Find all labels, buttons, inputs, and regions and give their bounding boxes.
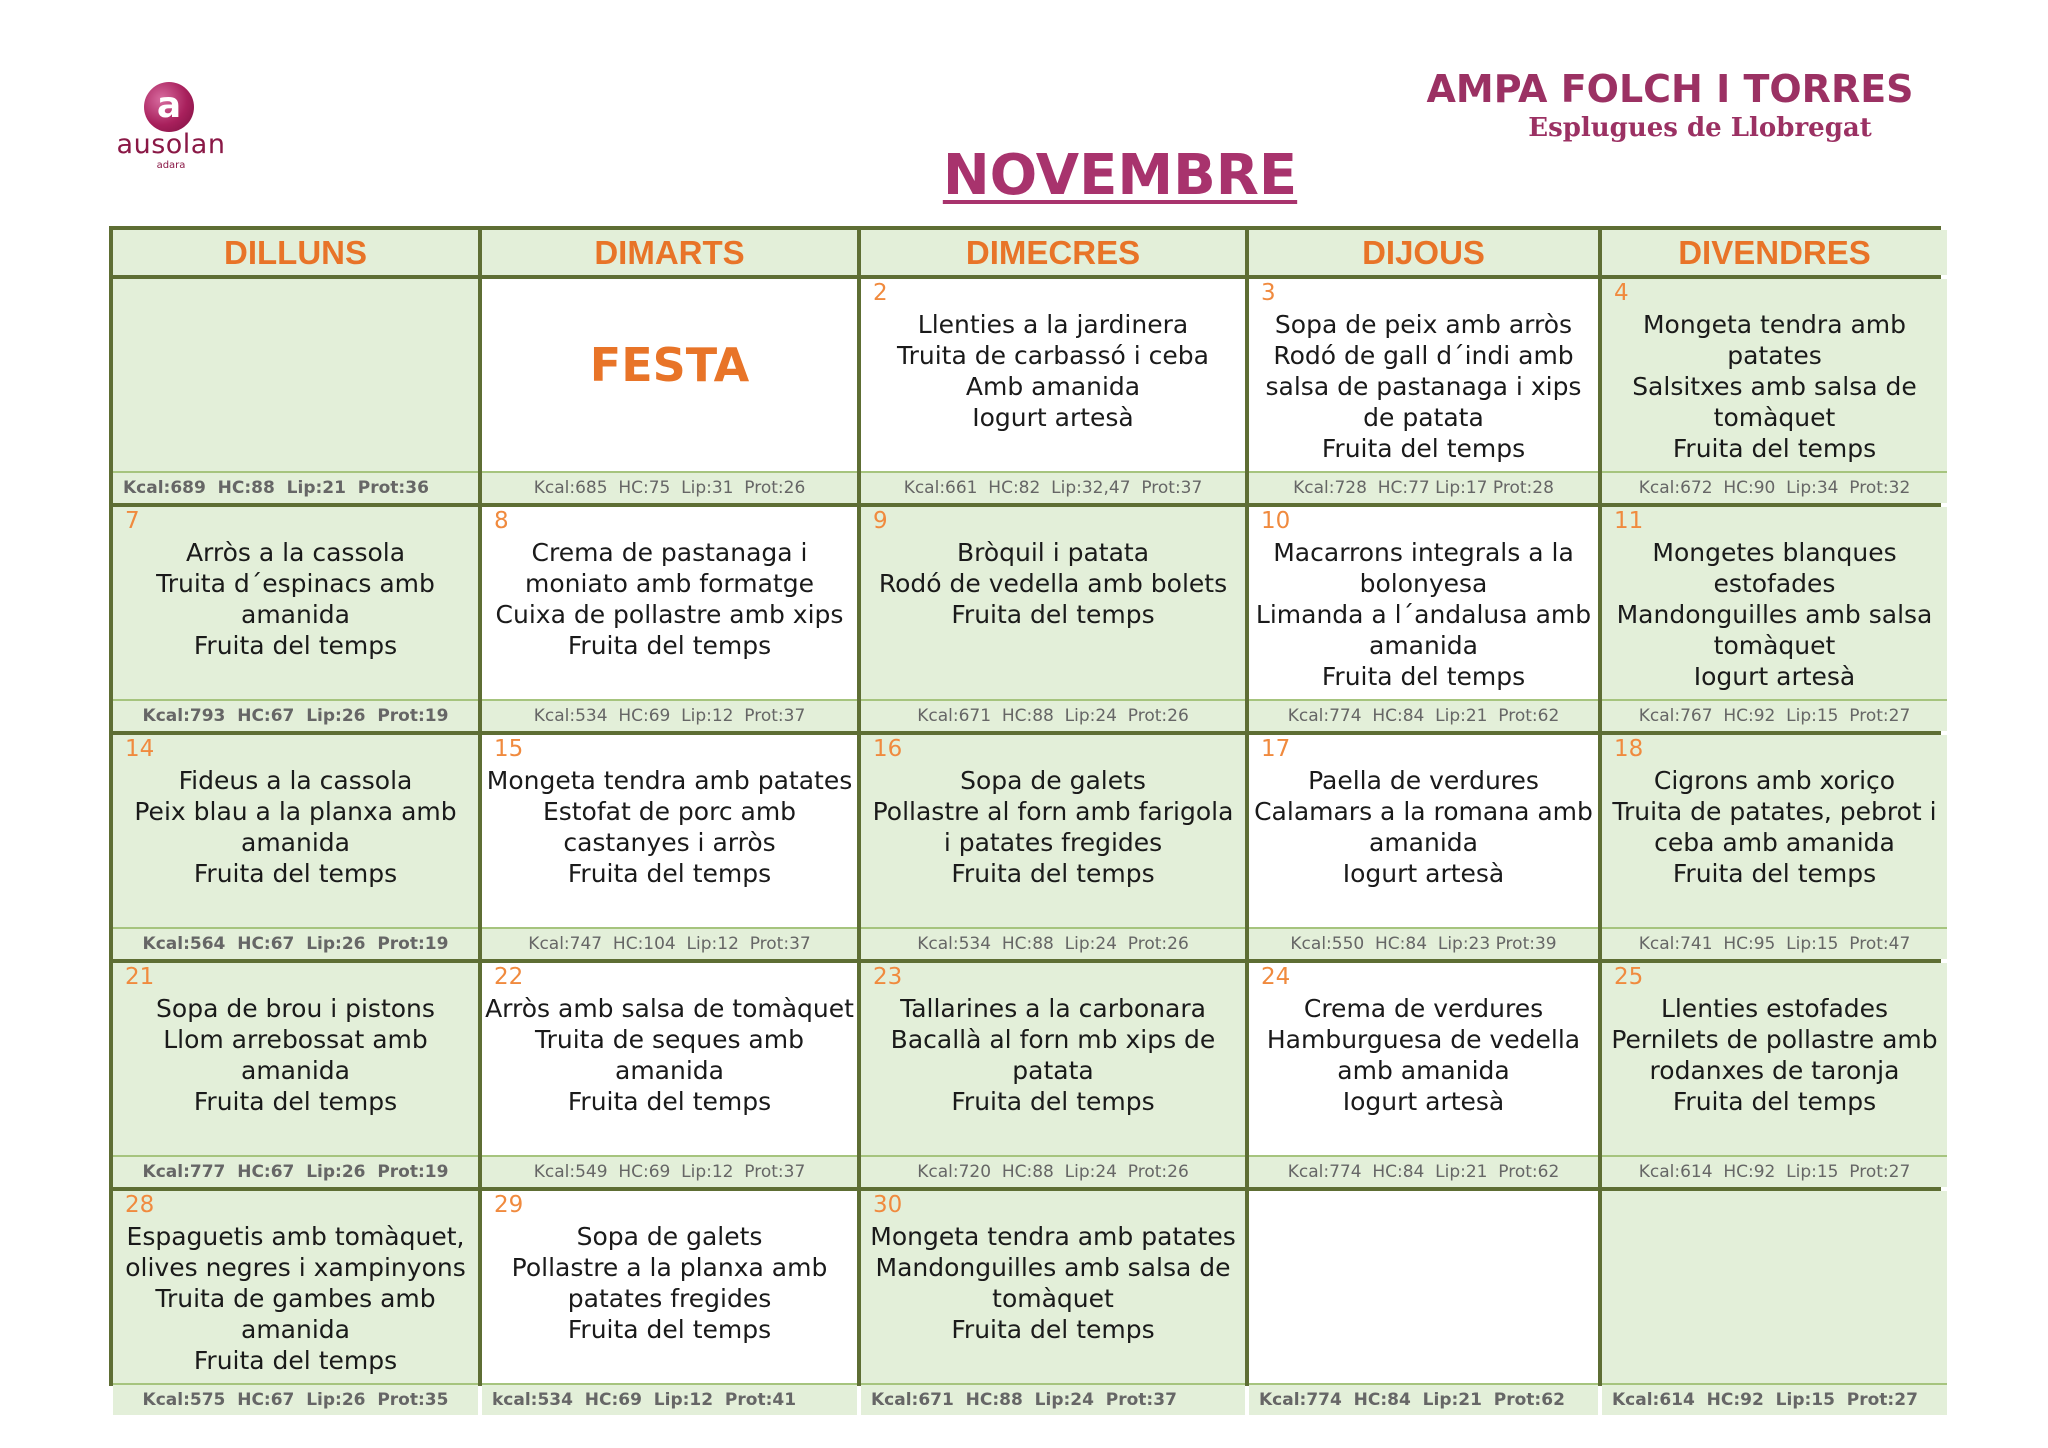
day-number: 24 bbox=[1261, 964, 1291, 990]
menu-item: Fruita del temps bbox=[193, 1346, 398, 1375]
menu-item: patates fregides bbox=[567, 1284, 772, 1313]
menu-item: Truita d´espinacs amb bbox=[156, 569, 435, 598]
day-cell bbox=[1249, 279, 1598, 503]
menu-item: Limanda a l´andalusa amb bbox=[1255, 600, 1592, 629]
menu-calendar-grid bbox=[109, 226, 1941, 1410]
day-cell bbox=[113, 1191, 478, 1415]
menu-list bbox=[1602, 309, 1947, 464]
day-number: 3 bbox=[1261, 280, 1276, 306]
menu-item: Rodó de gall d´indi amb bbox=[1273, 341, 1574, 370]
menu-item: Arròs amb salsa de tomàquet bbox=[485, 994, 854, 1023]
day-cell-body bbox=[861, 507, 1245, 699]
menu-item: bolonyesa bbox=[1359, 569, 1488, 598]
menu-item: Fruita del temps bbox=[1672, 434, 1877, 463]
day-number: 30 bbox=[873, 1192, 903, 1218]
menu-item: Peix blau a la planxa amb bbox=[134, 797, 457, 826]
day-cell-body bbox=[1602, 507, 1947, 699]
menu-item: Iogurt artesà bbox=[1342, 1087, 1505, 1116]
menu-list bbox=[861, 537, 1245, 630]
day-number: 29 bbox=[494, 1192, 524, 1218]
day-cell-body bbox=[1602, 1191, 1947, 1383]
day-number: 15 bbox=[494, 736, 524, 762]
day-cell bbox=[861, 735, 1245, 959]
day-header: DIMECRES bbox=[861, 230, 1245, 275]
day-cell-body bbox=[1249, 963, 1598, 1155]
nutrition-info: Kcal:549 HC:69 Lip:12 Prot:37 bbox=[482, 1155, 857, 1187]
menu-list bbox=[482, 765, 857, 889]
menu-item: Iogurt artesà bbox=[1693, 662, 1856, 691]
day-cell-body bbox=[1602, 735, 1947, 927]
menu-item: Fruita del temps bbox=[951, 1315, 1155, 1344]
menu-item: amanida bbox=[241, 600, 350, 629]
nutrition-info: Kcal:672 HC:90 Lip:34 Prot:32 bbox=[1602, 471, 1947, 503]
menu-item: Pollastre al forn amb farigola bbox=[872, 797, 1234, 826]
nutrition-info: Kcal:671 HC:88 Lip:24 Prot:26 bbox=[861, 699, 1245, 731]
day-cell bbox=[861, 507, 1245, 731]
menu-item: Mongetes blanques bbox=[1652, 538, 1897, 567]
menu-item: Fruita del temps bbox=[951, 600, 1155, 629]
day-cell bbox=[482, 963, 857, 1187]
menu-list bbox=[113, 1221, 478, 1376]
day-number: 23 bbox=[873, 964, 903, 990]
menu-item: olives negres i xampinyons bbox=[125, 1253, 466, 1282]
menu-item: Salsitxes amb salsa de bbox=[1632, 372, 1917, 401]
menu-list bbox=[861, 1221, 1245, 1345]
menu-list bbox=[113, 537, 478, 661]
menu-item: Hamburguesa de vedella bbox=[1266, 1025, 1581, 1054]
day-cell bbox=[1249, 1191, 1598, 1415]
menu-item: amanida bbox=[241, 1056, 350, 1085]
day-cell bbox=[1249, 963, 1598, 1187]
day-cell bbox=[1602, 963, 1947, 1187]
day-cell bbox=[861, 279, 1245, 503]
menu-list bbox=[861, 993, 1245, 1117]
menu-item: Bròquil i patata bbox=[956, 538, 1150, 567]
nutrition-info: Kcal:741 HC:95 Lip:15 Prot:47 bbox=[1602, 927, 1947, 959]
menu-item: Llenties estofades bbox=[1660, 994, 1889, 1023]
menu-list bbox=[1249, 993, 1598, 1117]
menu-item: salsa de pastanaga i xips bbox=[1265, 372, 1582, 401]
menu-item: Mandonguilles amb salsa bbox=[1616, 600, 1933, 629]
menu-item: amanida bbox=[615, 1056, 724, 1085]
menu-item: Calamars a la romana amb bbox=[1254, 797, 1593, 826]
menu-item: Llenties a la jardinera bbox=[917, 310, 1189, 339]
day-header: DIJOUS bbox=[1249, 230, 1598, 275]
menu-item: Mandonguilles amb salsa de bbox=[875, 1253, 1231, 1282]
menu-item: Llom arrebossat amb bbox=[163, 1025, 428, 1054]
day-number: 11 bbox=[1614, 508, 1644, 534]
day-cell-body bbox=[482, 279, 857, 471]
day-number: 10 bbox=[1261, 508, 1291, 534]
menu-list bbox=[482, 993, 857, 1117]
day-number: 2 bbox=[873, 280, 888, 306]
menu-item: Fruita del temps bbox=[567, 1315, 772, 1344]
menu-item: Fruita del temps bbox=[951, 859, 1155, 888]
day-number: 18 bbox=[1614, 736, 1644, 762]
day-header: DIMARTS bbox=[482, 230, 857, 275]
nutrition-info: Kcal:534 HC:88 Lip:24 Prot:26 bbox=[861, 927, 1245, 959]
menu-item: Pernilets de pollastre amb bbox=[1611, 1025, 1938, 1054]
menu-list bbox=[482, 1221, 857, 1345]
menu-item: Fruita del temps bbox=[1672, 1087, 1877, 1116]
menu-item: Fruita del temps bbox=[567, 859, 772, 888]
menu-item: Bacallà al forn mb xips de bbox=[890, 1025, 1216, 1054]
nutrition-info: Kcal:685 HC:75 Lip:31 Prot:26 bbox=[482, 471, 857, 503]
day-cell bbox=[1602, 1191, 1947, 1415]
nutrition-info: Kcal:671 HC:88 Lip:24 Prot:37 bbox=[861, 1383, 1245, 1415]
menu-item: Fruita del temps bbox=[951, 1087, 1155, 1116]
day-cell-body bbox=[113, 963, 478, 1155]
day-cell bbox=[113, 507, 478, 731]
day-cell bbox=[861, 963, 1245, 1187]
menu-item: i patates fregides bbox=[943, 828, 1163, 857]
day-cell-body bbox=[1249, 507, 1598, 699]
day-number: 8 bbox=[494, 508, 509, 534]
menu-item: Fruita del temps bbox=[567, 1087, 772, 1116]
month-title bbox=[880, 143, 1360, 209]
nutrition-info: Kcal:720 HC:88 Lip:24 Prot:26 bbox=[861, 1155, 1245, 1187]
menu-list bbox=[1249, 309, 1598, 464]
menu-list bbox=[861, 309, 1245, 433]
menu-list bbox=[482, 537, 857, 661]
menu-list bbox=[1249, 765, 1598, 889]
menu-list bbox=[113, 765, 478, 889]
menu-item: tomàquet bbox=[992, 1284, 1114, 1313]
day-cell-body bbox=[1249, 1191, 1598, 1383]
menu-item: patates bbox=[1727, 341, 1822, 370]
menu-item: Sopa de peix amb arròs bbox=[1274, 310, 1573, 339]
nutrition-info: Kcal:614 HC:92 Lip:15 Prot:27 bbox=[1602, 1383, 1947, 1415]
day-cell bbox=[1249, 735, 1598, 959]
menu-item: tomàquet bbox=[1713, 631, 1836, 660]
menu-item: amb amanida bbox=[1337, 1056, 1510, 1085]
day-cell bbox=[113, 279, 478, 503]
day-header: DILLUNS bbox=[113, 230, 478, 275]
menu-item: Fruita del temps bbox=[1672, 859, 1877, 888]
menu-item: Cuixa de pollastre amb xips bbox=[495, 600, 844, 629]
org-subtitle: Esplugues de Llobregat bbox=[1528, 113, 1872, 143]
day-cell-body bbox=[1602, 963, 1947, 1155]
menu-item: Macarrons integrals a la bbox=[1273, 538, 1574, 567]
nutrition-info: Kcal:793 HC:67 Lip:26 Prot:19 bbox=[113, 699, 478, 731]
menu-item: Crema de verdures bbox=[1303, 994, 1544, 1023]
nutrition-info: Kcal:661 HC:82 Lip:32,47 Prot:37 bbox=[861, 471, 1245, 503]
menu-item: Paella de verdures bbox=[1308, 766, 1539, 795]
menu-item: amanida bbox=[1369, 828, 1478, 857]
logo-subtitle: adara bbox=[156, 160, 186, 171]
day-cell bbox=[113, 735, 478, 959]
nutrition-info: Kcal:767 HC:92 Lip:15 Prot:27 bbox=[1602, 699, 1947, 731]
logo-letter: a bbox=[156, 85, 182, 126]
menu-item: Iogurt artesà bbox=[972, 403, 1134, 432]
menu-item: Fruita del temps bbox=[193, 631, 398, 660]
nutrition-info: Kcal:774 HC:84 Lip:21 Prot:62 bbox=[1249, 699, 1598, 731]
menu-item: Mongeta tendra amb patates bbox=[870, 1222, 1236, 1251]
day-cell bbox=[482, 1191, 857, 1415]
menu-item: Espaguetis amb tomàquet, bbox=[126, 1222, 465, 1251]
day-cell-body bbox=[1249, 735, 1598, 927]
day-cell-body bbox=[1602, 279, 1947, 471]
day-number: 16 bbox=[873, 736, 903, 762]
nutrition-info: kcal:534 HC:69 Lip:12 Prot:41 bbox=[482, 1383, 857, 1415]
day-cell-body bbox=[113, 735, 478, 927]
day-cell-body bbox=[482, 963, 857, 1155]
day-cell-body bbox=[1249, 279, 1598, 471]
day-cell-body bbox=[482, 507, 857, 699]
day-cell bbox=[1249, 507, 1598, 731]
menu-item: Mongeta tendra amb patates bbox=[486, 766, 853, 795]
menu-item: Fruita del temps bbox=[193, 859, 398, 888]
day-number: 17 bbox=[1261, 736, 1291, 762]
menu-list bbox=[1602, 765, 1947, 889]
menu-list bbox=[113, 993, 478, 1117]
day-cell-body bbox=[861, 279, 1245, 471]
ausolan-logo bbox=[106, 82, 236, 172]
menu-list bbox=[1602, 537, 1947, 692]
day-cell-body bbox=[861, 735, 1245, 927]
menu-item: Fruita del temps bbox=[567, 631, 772, 660]
menu-item: moniato amb formatge bbox=[525, 569, 814, 598]
menu-item: Amb amanida bbox=[965, 372, 1141, 401]
menu-item: Crema de pastanaga i bbox=[531, 538, 808, 567]
menu-item: amanida bbox=[241, 1315, 350, 1344]
menu-item: Iogurt artesà bbox=[1342, 859, 1505, 888]
menu-item: de patata bbox=[1363, 403, 1484, 432]
menu-item: Truita de seques amb bbox=[535, 1025, 804, 1054]
menu-item: Arròs a la cassola bbox=[185, 538, 406, 567]
nutrition-info: Kcal:689 HC:88 Lip:21 Prot:36 bbox=[113, 471, 478, 503]
nutrition-info: Kcal:777 HC:67 Lip:26 Prot:19 bbox=[113, 1155, 478, 1187]
day-cell-body bbox=[113, 1191, 478, 1383]
menu-item: Tallarines a la carbonara bbox=[900, 994, 1206, 1023]
menu-item: ceba amb amanida bbox=[1654, 828, 1895, 857]
menu-item: Rodó de vedella amb bolets bbox=[878, 569, 1228, 598]
day-cell-body bbox=[113, 279, 478, 471]
nutrition-info: Kcal:564 HC:67 Lip:26 Prot:19 bbox=[113, 927, 478, 959]
day-cell-body bbox=[482, 1191, 857, 1383]
day-cell-body bbox=[482, 735, 857, 927]
logo-wordmark: ausolan bbox=[116, 129, 226, 160]
menu-list bbox=[1602, 993, 1947, 1117]
nutrition-info: Kcal:575 HC:67 Lip:26 Prot:35 bbox=[113, 1383, 478, 1415]
day-number: 7 bbox=[125, 508, 140, 534]
menu-item: Sopa de galets bbox=[960, 766, 1146, 795]
day-number: 21 bbox=[125, 964, 155, 990]
menu-item: tomàquet bbox=[1713, 403, 1836, 432]
day-cell bbox=[861, 1191, 1245, 1415]
day-number: 14 bbox=[125, 736, 155, 762]
day-cell bbox=[1602, 507, 1947, 731]
day-number: 22 bbox=[494, 964, 524, 990]
month-title-text: NOVEMBRE bbox=[942, 143, 1298, 208]
day-header: DIVENDRES bbox=[1602, 230, 1947, 275]
day-cell bbox=[482, 279, 857, 503]
nutrition-info: Kcal:774 HC:84 Lip:21 Prot:62 bbox=[1249, 1155, 1598, 1187]
menu-item: patata bbox=[1012, 1056, 1094, 1085]
menu-item: Sopa de brou i pistons bbox=[156, 994, 435, 1023]
holiday-label: FESTA bbox=[589, 338, 750, 392]
day-cell-body bbox=[861, 963, 1245, 1155]
menu-item: Truita de gambes amb bbox=[155, 1284, 436, 1313]
day-cell-body bbox=[113, 507, 478, 699]
day-number: 28 bbox=[125, 1192, 155, 1218]
menu-item: Fruita del temps bbox=[193, 1087, 398, 1116]
menu-item: castanyes i arròs bbox=[563, 828, 776, 857]
menu-item: Fruita del temps bbox=[1321, 662, 1526, 691]
day-number: 9 bbox=[873, 508, 888, 534]
menu-item: Fruita del temps bbox=[1321, 434, 1526, 463]
day-cell bbox=[113, 963, 478, 1187]
nutrition-info: Kcal:747 HC:104 Lip:12 Prot:37 bbox=[482, 927, 857, 959]
menu-item: Cigrons amb xoriço bbox=[1653, 766, 1896, 795]
menu-item: Estofat de porc amb bbox=[542, 797, 797, 826]
menu-item: amanida bbox=[1369, 631, 1478, 660]
day-number: 25 bbox=[1614, 964, 1644, 990]
menu-list bbox=[1249, 537, 1598, 692]
day-cell bbox=[1602, 735, 1947, 959]
nutrition-info: Kcal:614 HC:92 Lip:15 Prot:27 bbox=[1602, 1155, 1947, 1187]
menu-list bbox=[861, 765, 1245, 889]
day-cell bbox=[1602, 279, 1947, 503]
menu-item: estofades bbox=[1713, 569, 1836, 598]
menu-item: Fideus a la cassola bbox=[178, 766, 413, 795]
day-cell bbox=[482, 735, 857, 959]
nutrition-info: Kcal:728 HC:77 Lip:17 Prot:28 bbox=[1249, 471, 1598, 503]
menu-item: Pollastre a la planxa amb bbox=[511, 1253, 828, 1282]
nutrition-info: Kcal:534 HC:69 Lip:12 Prot:37 bbox=[482, 699, 857, 731]
menu-item: Truita de carbassó i ceba bbox=[897, 341, 1209, 370]
menu-item: Mongeta tendra amb bbox=[1642, 310, 1906, 339]
menu-item: rodanxes de taronja bbox=[1649, 1056, 1900, 1085]
nutrition-info: Kcal:774 HC:84 Lip:21 Prot:62 bbox=[1249, 1383, 1598, 1415]
menu-item: Sopa de galets bbox=[576, 1222, 763, 1251]
day-cell-body bbox=[861, 1191, 1245, 1383]
menu-item: Truita de patates, pebrot i bbox=[1612, 797, 1937, 826]
day-number: 4 bbox=[1614, 280, 1629, 306]
day-cell bbox=[482, 507, 857, 731]
nutrition-info: Kcal:550 HC:84 Lip:23 Prot:39 bbox=[1249, 927, 1598, 959]
org-title: AMPA FOLCH I TORRES bbox=[1426, 67, 1914, 111]
menu-item: amanida bbox=[241, 828, 350, 857]
